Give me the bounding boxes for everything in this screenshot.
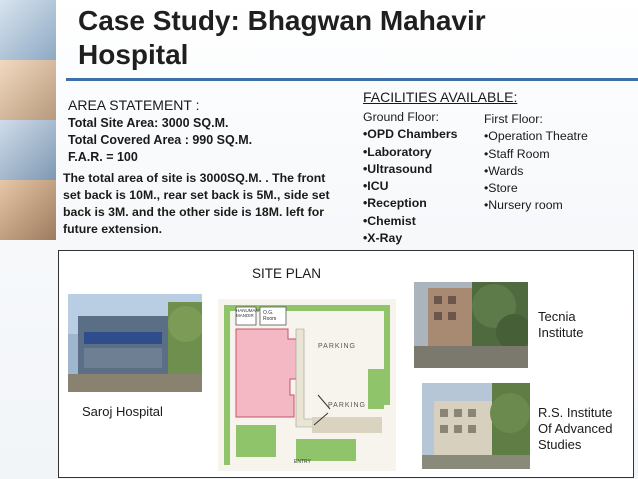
list-item: •X-Ray [363, 231, 403, 246]
tecnia-institute-photo [414, 282, 528, 368]
map-label-harijan: HANUMAN MANDIR [236, 308, 259, 318]
title-divider [66, 78, 638, 81]
map-label-parking-1: PARKING [318, 343, 356, 350]
title-line-1: Case Study: Bhagwan Mahavir [78, 5, 486, 36]
tecnia-institute-label [538, 309, 584, 341]
title-line-2: Hospital [78, 39, 189, 70]
ground-floor-heading: Ground Floor: [363, 110, 439, 124]
map-label-og-room: O.G. Room [263, 310, 277, 322]
list-item: •OPD Chambers [363, 127, 458, 142]
list-item: •ICU [363, 179, 389, 194]
list-item: •Staff Room [484, 146, 550, 161]
map-label-entry: ENTRY [294, 459, 311, 465]
nurse-photo [0, 60, 56, 120]
total-covered-area: Total Covered Area : 990 SQ.M. [68, 133, 253, 147]
rs-line-1: R.S. Institute [538, 405, 613, 420]
map-label-parking-2: PARKING [328, 402, 366, 409]
site-description: The total area of site is 3000SQ.M. . The front set back is 10M., rear set back is 5M., side set back is 3M. and the other side is 18M. left for future extension. [63, 171, 330, 236]
tecnia-line-2: Institute [538, 325, 584, 340]
site-plan-title: SITE PLAN [252, 266, 322, 281]
saroj-hospital-label: Saroj Hospital [82, 404, 163, 419]
patient-photo [0, 180, 56, 240]
first-floor-list [484, 111, 588, 215]
list-item: •Wards [484, 163, 524, 178]
decorative-photo-strip [0, 0, 56, 240]
facilities-heading: FACILITIES AVAILABLE: [363, 89, 518, 105]
saroj-hospital-photo [68, 294, 202, 392]
first-floor-heading: First Floor: [484, 112, 543, 126]
total-site-area: Total Site Area: 3000 SQ.M. [68, 116, 229, 130]
rs-institute-label [538, 405, 612, 453]
area-statement-heading: AREA STATEMENT : [68, 97, 200, 113]
medical-photo [0, 120, 56, 180]
doctor-photo [0, 0, 56, 60]
rs-line-3: Studies [538, 437, 582, 452]
ground-floor-list [363, 109, 458, 247]
list-item: •Reception [363, 196, 427, 211]
list-item: •Store [484, 181, 518, 196]
page-title [78, 4, 486, 72]
list-item: •Chemist [363, 213, 416, 228]
rs-institute-photo [422, 383, 530, 469]
rs-line-2: Of Advanced [538, 421, 613, 436]
tecnia-line-1: Tecnia [538, 309, 576, 324]
far-value: F.A.R. = 100 [68, 150, 138, 164]
site-plan-drawing [218, 299, 396, 471]
list-item: •Laboratory [363, 144, 432, 159]
list-item: •Nursery room [484, 198, 563, 213]
list-item: •Operation Theatre [484, 129, 588, 144]
list-item: •Ultrasound [363, 161, 433, 176]
